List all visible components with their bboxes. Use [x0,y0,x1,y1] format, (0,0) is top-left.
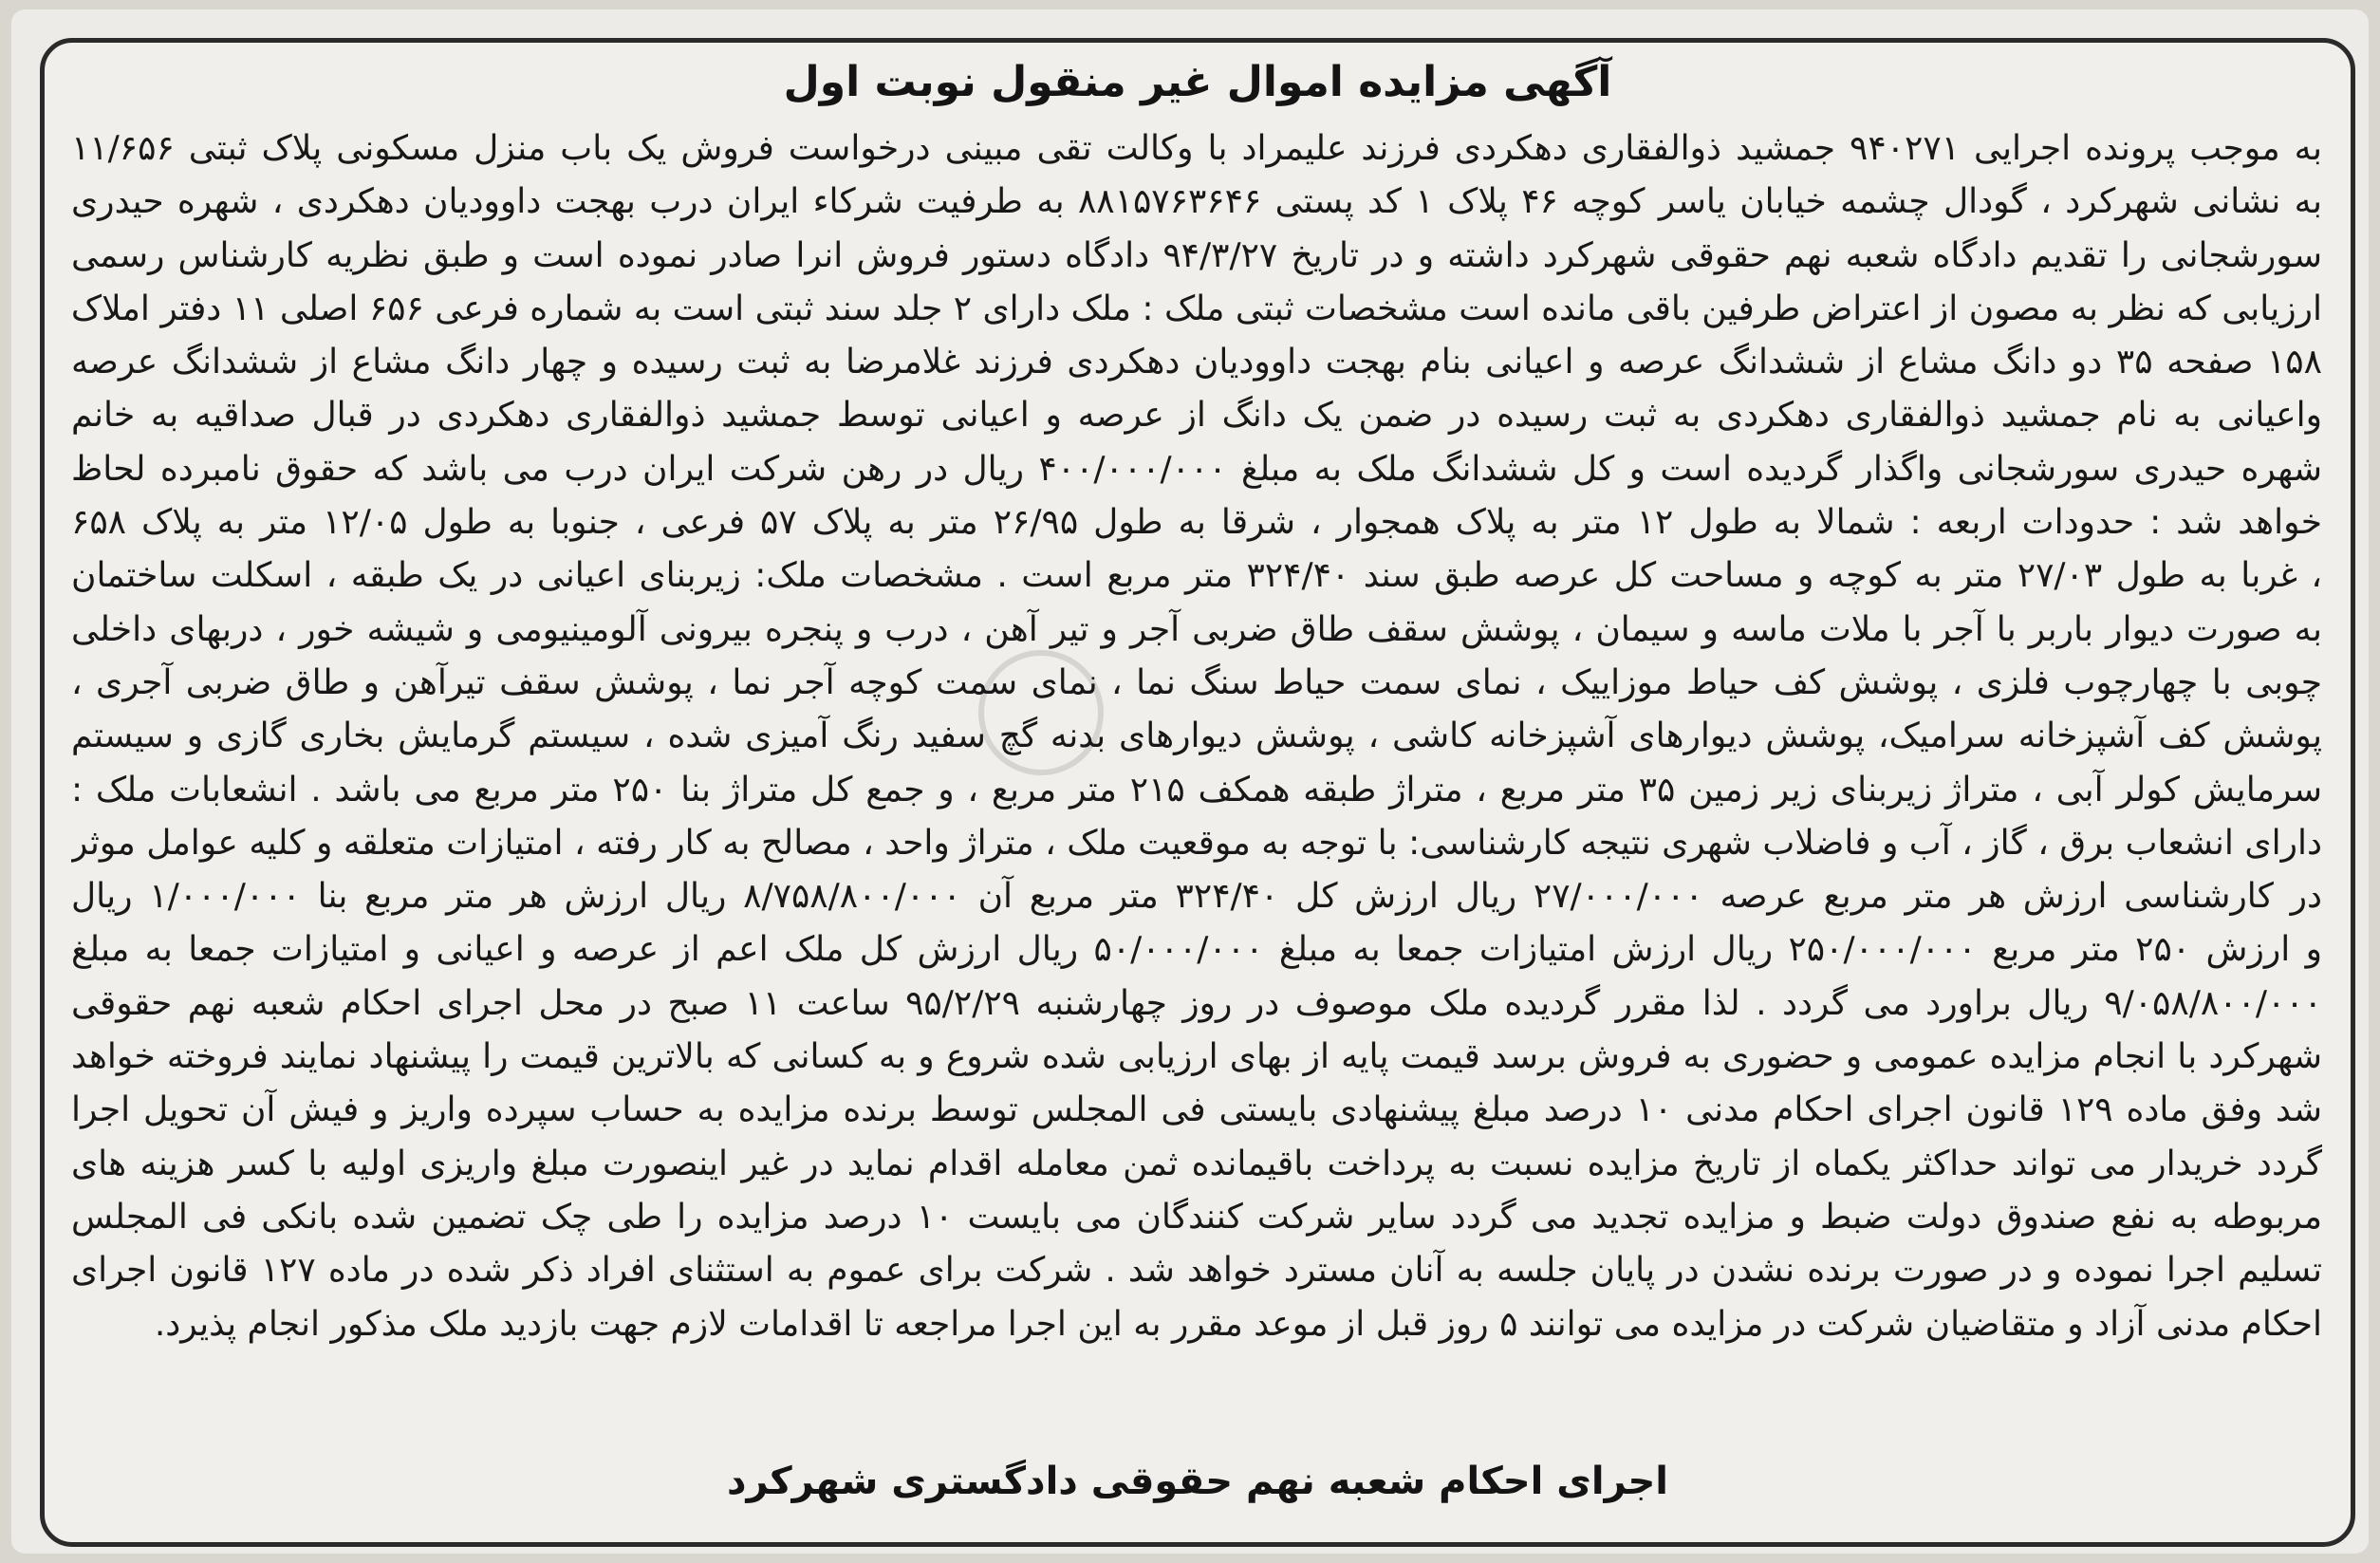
notice-line: مربوطه به نفع صندوق دولت ضبط و مزایده تجدید می گردد سایر شرکت کنندگان می بایست ۱۰ درصد مزایده را طی چک تضمین شده بانکی فی المجلس [71,1197,2322,1237]
notice-line: شهرکرد با انجام مزایده عمومی و حضوری به فروش برسد قیمت پایه از بهای ارزیابی شده شروع و به کسانی که بالاترین قیمت را پیشنهاد نمایند فروخته خواهد [71,1037,2322,1077]
notice-line: ارزیابی که نظر به مصون از اعتراض طرفین باقی مانده است مشخصات ثبتی ملک : ملک دارای ۲ جلد سند ثبتی است به شماره فرعی ۶۵۶ اصلی ۱۱ دفتر املاک [71,288,2322,328]
notice-line: به موجب پرونده اجرایی ۹۴۰۲۷۱ جمشید ذوالفقاری دهکردی فرزند علیمراد با وکالت تقی مبینی درخواست فروش یک باب منزل مسکونی پلاک ثبتی ۱۱/۶۵۶ [71,129,2322,168]
notice-frame [40,38,2355,1547]
notice-signature: اجرای احکام شعبه نهم حقوقی دادگستری شهرکرد [726,1460,1669,1503]
notice-line: شهره حیدری سورشجانی واگذار گردیده است و کل ششدانگ ملک به مبلغ ۴۰۰/۰۰۰/۰۰۰ ریال در رهن شرکت ایران درب می باشد که حقوق نامبرده لحاظ [71,449,2322,489]
notice-line: به صورت دیوار باربر با آجر با ملات ماسه و سیمان ، پوشش سقف طاق ضربی آجر و تیر آهن ، درب و پنجره بیرونی آلومینیومی و شیشه خور ، دربهای داخلی [71,609,2322,649]
notice-line: شد وفق ماده ۱۲۹ قانون اجرای احکام مدنی ۱۰ درصد مبلغ پیشنهادی بایستی فی المجلس توسط برنده مزایده به حساب سپرده واریز و فیش آن تحویل اجرا [71,1090,2322,1130]
notice-line: ، غربا به طول ۲۷/۰۳ متر به کوچه و مساحت کل عرصه طبق سند ۳۲۴/۴۰ متر مربع است . مشخصات ملک: زیربنای اعیانی در یک طبقه ، اسکلت ساختمان [71,556,2322,596]
notice-line: خواهد شد : حدودات اربعه : شمالا به طول ۱۲ متر به پلاک همجوار ، شرقا به طول ۲۶/۹۵ متر به پلاک ۵۷ فرعی ، جنوبا به طول ۱۲/۰۵ متر به پلاک ۶۵۸ [71,503,2322,543]
notice-line: پوشش کف آشپزخانه سرامیک، پوشش دیوارهای آشپزخانه کاشی ، پوشش دیوارهای بدنه گچ سفید رنگ آمیزی شده ، سیستم گرمایش بخاری گازی و سیستم [71,716,2322,756]
notice-line: تسلیم اجرا نموده و در صورت برنده نشدن در پایان جلسه به آنان مسترد خواهد شد . شرکت برای عموم به استثنای افراد ذکر شده در ماده ۱۲۷ قانون اجرای [71,1251,2322,1291]
notice-line: و ارزش ۲۵۰ متر مربع ۲۵۰/۰۰۰/۰۰۰ ریال ارزش امتیازات جمعا به مبلغ ۵۰/۰۰۰/۰۰۰ ریال ارزش کل ملک اعم از عرصه و اعیانی و امتیازات جمعا به مبلغ [71,930,2322,970]
notice-line: ۹/۰۵۸/۸۰۰/۰۰۰ ریال براورد می گردد . لذا مقرر گردیده ملک موصوف در روز چهارشنبه ۹۵/۲/۲۹ ساعت ۱۱ صبح در محل اجرای احکام شعبه نهم حقوقی [71,983,2322,1023]
notice-line: سرمایش کولر آبی ، متراژ زیربنای زیر زمین ۳۵ متر مربع ، متراژ طبقه همکف ۲۱۵ متر مربع ، و جمع کل متراژ بنا ۲۵۰ متر مربع می باشد . انشعابات ملک : [71,770,2322,809]
newspaper-clipping [11,9,2369,1554]
notice-line: واعیانی به نام جمشید ذوالفقاری دهکردی به ثبت رسیده در ضمن یک دانگ از عرصه و اعیانی توسط جمشید ذوالفقاری دهکردی در قبال صداقیه به خانم [71,396,2322,436]
notice-line: چوبی با چهارچوب فلزی ، پوشش کف حیاط موزاییک ، نمای سمت حیاط سنگ نما ، نمای سمت کوچه آجر نما ، پوشش سقف تیرآهن و طاق ضربی آجری ، [71,662,2322,702]
notice-line: گردد خریدار می تواند حداکثر یکماه از تاریخ مزایده نسبت به پرداخت باقیمانده ثمن معامله اقدام نماید در غیر اینصورت مبلغ واریزی اولیه با کسر هزینه های [71,1144,2322,1183]
notice-line: دارای انشعاب برق ، گاز ، آب و فاضلاب شهری نتیجه کارشناسی: با توجه به موقعیت ملک ، متراژ واحد ، مصالح به کار رفته ، امتیازات متعلقه و کلیه عوامل موثر [71,823,2322,863]
notice-line: ۱۵۸ صفحه ۳۵ دو دانگ مشاع از ششدانگ عرصه و اعیانی بنام بهجت داوودیان دهکردی فرزند غلامرضا به ثبت رسیده و چهار دانگ مشاع از ششدانگ عرصه [71,343,2322,382]
notice-line: در کارشناسی ارزش هر متر مربع عرصه ۲۷/۰۰۰/۰۰۰ ریال ارزش کل ۳۲۴/۴۰ متر مربع آن ۸/۷۵۸/۸۰۰/۰۰۰ ریال ارزش هر متر مربع بنا ۱/۰۰۰/۰۰۰ ریال [71,877,2322,917]
notice-line: سورشجانی را تقدیم دادگاه شعبه نهم حقوقی شهرکرد داشته و در تاریخ ۹۴/۳/۲۷ دادگاه دستور فروش انرا صادر نموده است و طبق نظریه کارشناس رسمی [71,235,2322,275]
notice-body [71,122,2322,1351]
notice-line: به نشانی شهرکرد ، گودال چشمه خیابان یاسر کوچه ۴۶ پلاک ۱ کد پستی ۸۸۱۵۷۶۳۶۴۶ به طرفیت شرکاء ایران درب بهجت داوودیان دهکردی ، شهره حیدری [71,182,2322,222]
notice-line: احکام مدنی آزاد و متقاضیان شرکت در مزایده می توانند ۵ روز قبل از موعد مقرر به این اجرا مراجعه تا اقدامات لازم جهت بازدید ملک مذکور انجام پذیرد. [154,1304,2322,1344]
notice-title: آگهی مزایده اموال غیر منقول نوبت اول [783,58,1612,106]
